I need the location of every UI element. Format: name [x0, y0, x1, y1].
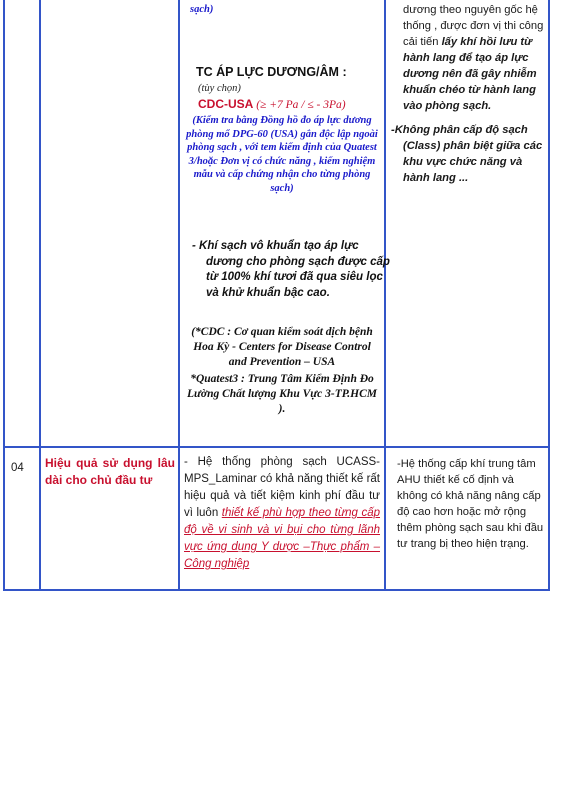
- row-04-title: [45, 455, 175, 489]
- table-bottom-border: [3, 589, 550, 591]
- cdc-label: CDC-USA: [198, 97, 254, 111]
- col4-paragraph-1: [391, 2, 545, 114]
- col-divider-right: [548, 0, 550, 591]
- col4-paragraph-2: [391, 122, 545, 186]
- row-04-col4: [397, 456, 545, 552]
- check-note: (Kiểm tra bằng Đồng hồ đo áp lực dương phòng mổ DPG-60 (USA) gắn độc lập ngoài phòng sạch , với tem kiểm định của Quatest 3/hoặc Đơn vị có chức năng , kiểm nghiệm mẫu và cấp chứng nhận cho từng phòng sạch): [186, 115, 378, 194]
- col4-p1-emphasis: lấy khí hồi lưu từ hành lang để tạo áp lực dương nên đã gây nhiễm khuẩn chéo từ hành lang vào phòng sạch.: [403, 36, 537, 112]
- col4-p2-rest: (Class) phân biệt giữa các khu vực chức năng và hành lang ...: [403, 140, 543, 184]
- col4-p2-emphasis: -Không phân cấp độ sạch: [391, 124, 528, 136]
- top-fragment: sạch): [190, 4, 214, 15]
- comparison-table: [3, 0, 550, 591]
- col-divider-2: [178, 0, 180, 591]
- row-04-col3: [184, 454, 380, 573]
- row-top-col4: [391, 2, 545, 442]
- clean-air-bullet: - Khí sạch vô khuẩn tạo áp lực dương cho phòng sạch được cấp từ 100% khí tươi đã qua siêu lọc và khử khuẩn bậc cao.: [192, 240, 390, 299]
- row-number: 04: [11, 462, 24, 474]
- footnote-quatest: *Quatest3 : Trung Tâm Kiểm Định Đo Lường Chất lượng Khu Vực 3-TP.HCM ).: [186, 373, 377, 415]
- row-title: Hiệu quả sử dụng lâu dài cho chủ đầu tư: [45, 456, 175, 487]
- cdc-line: [198, 97, 380, 111]
- col3-underlined-text: thiết kế phù hợp theo từng cấp độ về vi sinh và vi bụi cho từng lãnh vực ứng dụng Y dược –Thực phẩm –Công nghiệp: [184, 507, 380, 570]
- col4-p1-plain: dương theo nguyên gốc hệ thống , được đơn vị thi công cải tiến: [403, 4, 544, 48]
- col-divider-1: [39, 0, 41, 591]
- row-top-col3: [186, 0, 390, 446]
- footnote-cdc: (*CDC : Cơ quan kiểm soát dịch bệnh Hoa Kỳ - Centers for Disease Control and Prevention – USA: [191, 326, 373, 368]
- row-04-number: [11, 458, 37, 476]
- row-divider: [3, 446, 550, 448]
- optional-label: (tùy chọn): [198, 83, 241, 94]
- col-divider-left: [3, 0, 5, 591]
- pressure-heading: TC ÁP LỰC DƯƠNG/ÂM :: [196, 65, 347, 79]
- cdc-range: (≥ +7 Pa / ≤ - 3Pa): [253, 99, 346, 111]
- col3-plain-text: - Hệ thống phòng sạch UCASS-MPS_Laminar có khả năng thiết kế rất hiệu quả và tiết kiệm kinh phí đầu tư vì luôn: [184, 456, 380, 519]
- col4-text: -Hệ thống cấp khí trung tâm AHU thiết kế cố định và không có khả năng nâng cấp độ cao hơn hoặc mở rộng thêm phòng sạch sau khi đầu tư trang bị theo hiện trạng.: [397, 458, 544, 550]
